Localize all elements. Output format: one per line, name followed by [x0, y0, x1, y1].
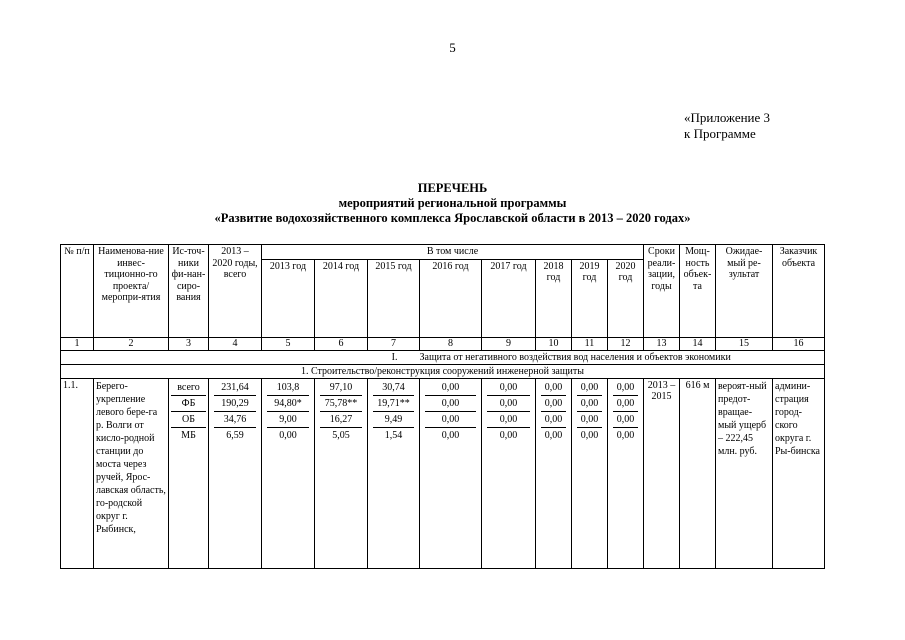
row-customer: админи-страция город-ского округа г. Ры-бинска [773, 378, 825, 568]
value-cell: 0,00 [577, 412, 602, 428]
col-number: 1 [61, 337, 94, 350]
col-number: 12 [608, 337, 644, 350]
source-cell: МБ [181, 429, 196, 441]
header-including: В том числе [262, 245, 644, 260]
value-cell: 5,05 [332, 429, 350, 441]
section-row [61, 350, 825, 364]
header-2020: 2020 год [608, 259, 644, 337]
row-2020 [608, 378, 644, 568]
value-cell: 1,54 [384, 429, 403, 441]
row-2019 [572, 378, 608, 568]
annex-line-2: к Программе [684, 126, 756, 141]
header-customer: Заказчик объекта [773, 245, 825, 338]
row-2017 [482, 378, 536, 568]
row-2015 [368, 378, 420, 568]
value-cell: 0,00 [541, 396, 566, 412]
heading-program-name: «Развитие водохозяйственного комплекса Ярославской области в 2013 – 2020 годах» [214, 211, 691, 225]
col-number: 8 [420, 337, 482, 350]
value-cell: 30,74 [373, 380, 414, 396]
header-2017: 2017 год [482, 259, 536, 337]
annex-label [684, 110, 770, 142]
col-number: 2 [94, 337, 169, 350]
row-name: Берего-укрепление левого бере-га р. Волги от кисло-родной станции до моста через ручей, Ярос-лавская область, го-родской округ г. Рыбинск, [94, 378, 169, 568]
value-cell: 0,00 [613, 380, 638, 396]
document-heading [0, 181, 905, 226]
header-row-1 [61, 245, 825, 260]
row-2016 [420, 378, 482, 568]
header-2014: 2014 год [315, 259, 368, 337]
value-cell: 0,00 [487, 396, 530, 412]
row-sources [169, 378, 209, 568]
header-result: Ожидае-мый ре-зультат [716, 245, 773, 338]
row-num: 1.1. [61, 378, 94, 568]
value-cell: 0,00 [577, 396, 602, 412]
row-2014 [315, 378, 368, 568]
row-result: вероят-ный предот-вращае-мый ущерб – 222,45 млн. руб. [716, 378, 773, 568]
col-number: 7 [368, 337, 420, 350]
value-cell: 0,00 [425, 412, 476, 428]
col-number: 3 [169, 337, 209, 350]
annex-line-1: «Приложение 3 [684, 110, 771, 125]
row-2013 [262, 378, 315, 568]
row-total [209, 378, 262, 568]
source-cell: ФБ [171, 396, 206, 412]
value-cell: 0,00 [577, 380, 602, 396]
col-number: 9 [482, 337, 536, 350]
value-cell: 0,00 [616, 429, 635, 441]
section-roman: I. [61, 350, 420, 364]
value-cell: 75,78** [320, 396, 362, 412]
col-number: 16 [773, 337, 825, 350]
col-number: 4 [209, 337, 262, 350]
header-name: Наименова-ние инвес-тиционно-го проекта/ меропри-ятия [94, 245, 169, 338]
col-number: 6 [315, 337, 368, 350]
table-row [61, 378, 825, 568]
header-2015: 2015 год [368, 259, 420, 337]
header-total: 2013 – 2020 годы, всего [209, 245, 262, 338]
value-cell: 190,29 [214, 396, 256, 412]
header-source: Ис-точ-ники фи-нан-сиро-вания [169, 245, 209, 338]
value-cell: 16,27 [320, 412, 362, 428]
subsection-title: 1. Строительство/реконструкция сооружений инженерной защиты [61, 364, 825, 378]
value-cell: 0,00 [541, 412, 566, 428]
header-2019: 2019 год [572, 259, 608, 337]
col-number: 5 [262, 337, 315, 350]
value-cell: 97,10 [320, 380, 362, 396]
value-cell: 0,00 [499, 429, 518, 441]
value-cell: 0,00 [580, 429, 599, 441]
header-2013: 2013 год [262, 259, 315, 337]
source-cell: ОБ [171, 412, 206, 428]
value-cell: 19,71** [373, 396, 414, 412]
value-cell: 0,00 [613, 396, 638, 412]
col-number: 14 [680, 337, 716, 350]
header-2016: 2016 год [420, 259, 482, 337]
source-cell: всего [171, 380, 206, 396]
header-terms: Сроки реали-зации, годы [644, 245, 680, 338]
row-capacity: 616 м [680, 378, 716, 568]
section-title: Защита от негативного воздействия вод населения и объектов экономики [420, 350, 825, 364]
value-cell: 0,00 [425, 396, 476, 412]
value-cell: 0,00 [541, 380, 566, 396]
value-cell: 103,8 [267, 380, 309, 396]
col-number: 11 [572, 337, 608, 350]
header-num: № п/п [61, 245, 94, 338]
header-2018: 2018 год [536, 259, 572, 337]
col-number: 15 [716, 337, 773, 350]
heading-title: ПЕРЕЧЕНЬ [417, 181, 488, 195]
value-cell: 94,80* [267, 396, 309, 412]
header-capacity: Мощ-ность объек-та [680, 245, 716, 338]
column-numbers-row [61, 337, 825, 350]
measures-table [60, 244, 825, 569]
value-cell: 0,00 [613, 412, 638, 428]
value-cell: 0,00 [487, 412, 530, 428]
value-cell: 231,64 [214, 380, 256, 396]
value-cell: 0,00 [487, 380, 530, 396]
value-cell: 34,76 [214, 412, 256, 428]
value-cell: 6,59 [226, 429, 244, 441]
value-cell: 0,00 [425, 380, 476, 396]
value-cell: 9,49 [373, 412, 414, 428]
subsection-row [61, 364, 825, 378]
value-cell: 0,00 [441, 429, 460, 441]
value-cell: 9,00 [267, 412, 309, 428]
row-2018 [536, 378, 572, 568]
col-number: 13 [644, 337, 680, 350]
col-number: 10 [536, 337, 572, 350]
row-terms: 2013 – 2015 [644, 378, 680, 568]
page-number: 5 [449, 40, 456, 55]
heading-subtitle: мероприятий региональной программы [338, 196, 567, 210]
value-cell: 0,00 [544, 429, 563, 441]
value-cell: 0,00 [279, 429, 297, 441]
